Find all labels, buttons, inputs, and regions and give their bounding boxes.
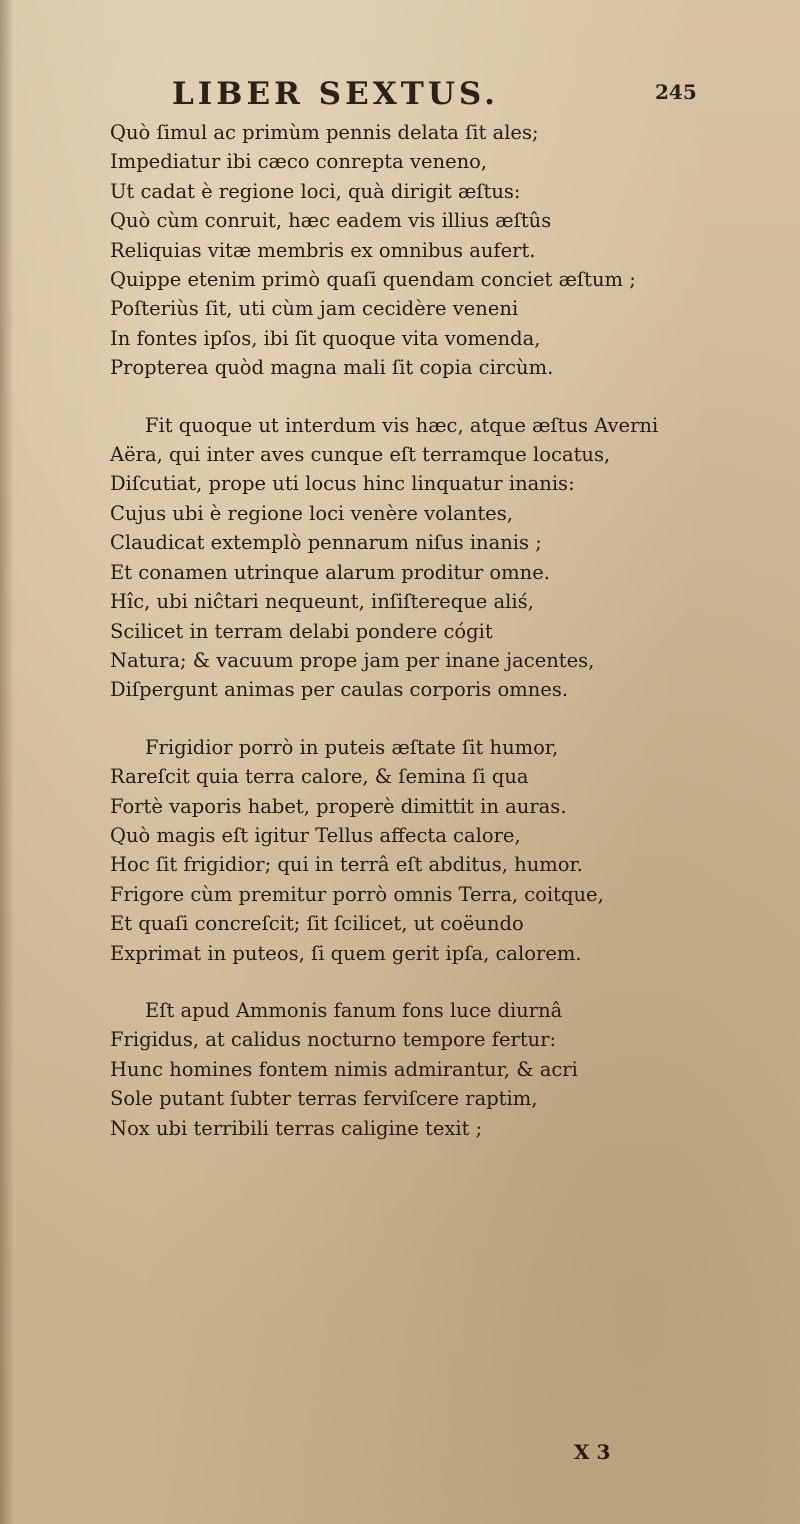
verse-line: Frigore cùm premitur porrò omnis Terra, coitque, bbox=[110, 882, 604, 906]
stanza-1 bbox=[110, 118, 800, 383]
verse-line: Diſcutiat, prope uti locus hinc linquatur inanis: bbox=[110, 472, 575, 496]
verse-line: Frigidus, at calidus nocturno tempore fertur: bbox=[110, 1028, 557, 1052]
signature-mark: X 3 bbox=[574, 1440, 611, 1464]
poem-text bbox=[110, 118, 800, 1171]
page-number: 245 bbox=[655, 80, 697, 104]
verse-line: Aëra, qui inter aves cunque eſt terramque locatus, bbox=[110, 443, 611, 467]
verse-line: Nox ubi terribili terras caligine texit ; bbox=[110, 1116, 483, 1140]
verse-line: Reliquias vitæ membris ex omnibus aufert. bbox=[110, 238, 536, 262]
verse-line: Sole putant ſubter terras ferviſcere raptim, bbox=[110, 1087, 538, 1111]
verse-line: Et quaſi concreſcit; ſit ſcilicet, ut coëundo bbox=[110, 912, 524, 936]
verse-line: Diſpergunt animas per caulas corporis omnes. bbox=[110, 678, 569, 702]
verse-line: Fit quoque ut interdum vis hæc, atque æſtus Averni bbox=[145, 413, 659, 437]
verse-line: Rareſcit quia terra calore, & ſemina ſi qua bbox=[110, 765, 529, 789]
verse-line: Quò ſimul ac primùm pennis delata ſit ales; bbox=[110, 121, 539, 144]
running-head: LIBER SEXTUS. bbox=[172, 76, 499, 112]
verse-line: Cujus ubi è regione loci venère volantes, bbox=[110, 501, 513, 525]
verse-line: Eſt apud Ammonis fanum fons luce diurnâ bbox=[145, 998, 563, 1022]
verse-line: Poſteriùs ſit, uti cùm jam cecidère veneni bbox=[110, 297, 519, 321]
verse-line: Quò cùm conruit, hæc eadem vis illius æſtûs bbox=[110, 209, 552, 233]
verse-line: Impediatur ibi cæco conrepta veneno, bbox=[110, 150, 488, 174]
verse-line: Claudicat extemplò pennarum niſus inanis ; bbox=[110, 531, 542, 555]
verse-line: Et conamen utrinque alarum proditur omne. bbox=[110, 560, 550, 584]
verse-line: In fontes ipſos, ibi ſit quoque vita vomenda, bbox=[110, 326, 541, 350]
stanza-4 bbox=[110, 996, 800, 1143]
verse-line: Propterea quòd magna mali ſit copia circùm. bbox=[110, 356, 554, 380]
page-edge-shadow bbox=[0, 0, 14, 1524]
stanza-3 bbox=[110, 733, 800, 968]
verse-line: Quippe etenim primò quaſi quendam conciet æſtum ; bbox=[110, 268, 636, 292]
stanza-2 bbox=[110, 411, 800, 705]
verse-line: Fortè vaporis habet, properè dimittit in auras. bbox=[110, 794, 567, 818]
verse-line: Quò magis eſt igitur Tellus affecta calore, bbox=[110, 823, 521, 847]
verse-line: Hoc ſit frigidior; qui in terrâ eſt abditus, humor. bbox=[110, 853, 583, 877]
verse-line: Hîc, ubi niĉtari nequeunt, inſiſtereque aliś, bbox=[110, 590, 534, 614]
verse-line: Ut cadat è regione loci, quà dirigit æſtus: bbox=[110, 179, 521, 203]
verse-line: Natura; & vacuum prope jam per inane jacentes, bbox=[110, 648, 595, 672]
verse-line: Exprimat in puteos, ſi quem gerit ipſa, calorem. bbox=[110, 941, 582, 965]
verse-line: Scilicet in terram delabi pondere cógit bbox=[110, 619, 493, 643]
verse-line: Frigidior porrò in puteis æſtate ſit humor, bbox=[145, 735, 559, 759]
verse-line: Hunc homines fontem nimis admirantur, & acri bbox=[110, 1057, 578, 1081]
